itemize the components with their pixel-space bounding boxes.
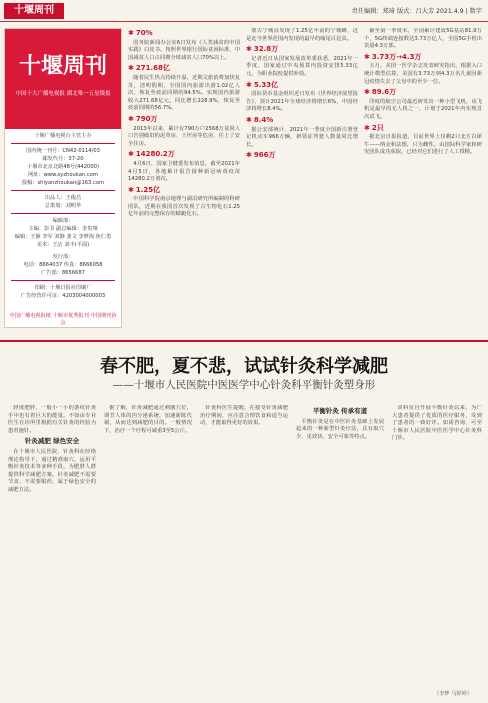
stat-label: 70% [135,29,153,37]
masthead-postal: 邮发代号：37-20 [42,156,84,162]
masthead-design: 美术：王洁 刘丰(平面) [36,242,90,248]
stat-label: 1.25亿 [135,185,161,194]
masthead-address: 十堰市北京北路48号(442000) [27,164,99,170]
stat-block [128,187,240,219]
article-paragraph: 轻度肥胖，一般小一小的条纹针灸手中也有着巨大的能量。不如由专业医生在诊所里根据有关针灸的经验为患者施针。 [8,405,96,434]
stats-column-2 [246,28,358,338]
stat-text: 据公安部统计，2021年一季度全国新注册登记机动车966万辆，新领证驾驶人数量同比增长。 [246,126,358,148]
stat-label: 3.73万→4.3万 [371,52,422,61]
star-icon: ✱ [128,29,134,37]
star-icon: ✱ [246,115,252,124]
stat-text: 国务院新闻办公室6日发布《人类减贫的中国实践》白皮书。按照世界银行国际贫困标准，中国减贫人口占同期全球减贫人口70%以上。 [128,39,240,61]
stat-text: 国际货币基金组织近日发布《世界经济展望报告》，预计2021年全球经济将增长6%，中国经济将增长8.4%。 [246,91,358,113]
stat-block [128,30,240,62]
masthead-divider [11,280,115,281]
article-paragraph: 针灸科医生提醒，在接受针灸减肥治疗期间，应注意合理饮食和适当运动，才能取得更好的效果。 [200,405,288,427]
article-column-1 [8,405,96,690]
stat-label: 271.68亿 [135,64,170,73]
stat-block [128,65,240,113]
star-icon: ✱ [364,88,370,97]
stat-text: 截至第一季度末，全国累计建成5G基站81.9万个，5G终端连接数达3.73万亿人，全国5G手机出货量4.3万部。 [364,28,482,50]
masthead-sponsor: 十堰广播电视台主管主办 [34,133,92,139]
masthead-editors: 主编：彭书 副总编辑：李贵翔 [28,226,98,232]
masthead-divider [11,213,115,214]
star-icon: ✱ [364,52,370,61]
masthead-printer: 印刷：十堰日报社印刷厂 [34,285,92,291]
masthead-phone: 电话：8664037 传真：8666058 [23,262,103,268]
stat-label: 89.6万 [371,88,397,97]
star-icon: ✱ [246,80,252,89]
masthead-sales-label: 发行部： [52,254,74,260]
edition-info: 责任编辑：郑琦 版式：吕大芳 2021.4.9 | 数字 [351,8,482,15]
stat-label: 5.33亿 [253,80,279,89]
stat-text: 4月6日，国家卫健委发布消息，截至2021年4月5日，各地累计报告接种新冠病毒疫苗14280.2万剂次。 [128,160,240,183]
stat-label: 966万 [253,151,276,160]
section-title: 针灸减肥 绿色安全 [24,437,80,446]
article-paragraph: 据了解，针灸减肥通过刺激穴位，调节人体的内分泌系统，加速新陈代谢，从而达到减肥的目的。一般情况下，治疗一个疗程可减重3至5公斤。 [104,405,192,434]
masthead-publisher: 出品人：王俊昌 [44,195,82,201]
stat-text: 中国科学院南京地理与湖泊研究所编制的科研团队，近期在我国首次发现了古生物化石1.25亿年前的完整保存的蜻蜓化石。 [128,196,240,218]
masthead-footer: 中国广播电视报纸 十堰市优秀报刊 中国期刊协会 [9,313,117,326]
stat-text: 据北京日报报道，目前世界上仅剩2只北方白犀牛——纳金和法图，只为雌性。由国际科学家和研究团队成功获取，已经对它们进行了人工授精。 [364,134,482,156]
stat-text: 五月，美国一医学杂志发表研究指出，根据入口统计模型估算，美国有3.73万到4.3万名儿童因新冠疫情失去了父母中的至少一位。 [364,63,482,85]
article-paragraph: 该科室自开展平衡针灸以来，为广大患者提供了优质的医疗服务，受到了患者的一致好评。如需咨询，可至十堰市人民医院中医医学中心针灸科门诊。 [392,405,482,442]
article-column-4 [296,405,384,690]
star-icon: ✱ [128,185,134,194]
masthead-title: 十堰周刊 [18,54,107,79]
masthead-divider [11,190,115,191]
article-byline: （李梦 马婷婷） [434,691,472,697]
stat-text: 记者近日从国家发展改革委获悉，2021年一季度，国家通过中央预算内投资安排5.33亿元，为职业院校提供补助。 [246,55,358,77]
star-icon: ✱ [246,45,252,54]
masthead-divider [11,143,115,144]
stat-label: 14280.2万 [135,150,175,159]
star-icon: ✱ [364,123,370,132]
article-headline: 春不肥，夏不悲，试试针灸科学减肥 [100,356,388,377]
stats-column-3 [364,28,482,338]
masthead-website: 网址：www.syzhoukan.com [28,172,98,178]
top-bar [0,0,488,22]
star-icon: ✱ [128,114,134,123]
stat-text: 随着民生热点持续升温，近期文旅消费加快复苏，清明假期，全国国内旅游出游1.02亿人次，恢复至疫前同期的94.5%。实现国内旅游收入271.68亿元。同比增长228.9%，恢复至疫前同期的56.7%。 [128,74,240,112]
masthead-subtitle: 中国十大广播电视报 湖北唯一五星级报 [15,91,111,97]
stat-block [128,151,240,183]
star-icon: ✱ [246,151,252,160]
masthead-ad-phone: 广告部：8656687 [41,270,85,276]
article-header [0,340,488,400]
stat-label: 32.8万 [253,45,279,54]
article-column-5 [392,405,482,690]
article-paragraph: 在十堰市人民医院，针灸科在经络理论指导下，通过精准取穴、运用平衡针灸技术等多种手段，为肥胖人群提供科学减肥方案。针灸减肥不需要节食、不需要服药，属于绿色安全的减肥方法。 [8,448,96,493]
masthead-license: 广告经营许可证：4203004000003 [20,293,106,299]
masthead [4,28,122,328]
masthead-chief-editor: 总策划：刘明华 [44,203,82,209]
article-column-3 [200,405,288,690]
star-icon: ✱ [128,64,134,73]
masthead-banner [5,29,121,129]
star-icon: ✱ [128,150,134,159]
masthead-cn: 国内统一刊号：CN42-0114/03 [26,148,100,154]
masthead-editor-team: 编辑部： [52,218,74,224]
stat-block [128,116,240,148]
stat-label: 2只 [371,123,384,132]
stat-text: 蒙古宁城县发现了1.25亿年前的宁城蜂，这是迄今世界范围内发现的最早的缘尾目昆虫。 [246,28,358,42]
stat-label: 8.4% [253,115,274,124]
article-subhead: ——十堰市人民医院中医医学中心针灸科平衡针灸塑身形 [112,379,376,391]
stats-column-1 [128,28,240,338]
masthead-email: 投稿：shiyanzhoukan@163.com [21,180,105,186]
brand-tab: 十堰周刊 [4,3,64,19]
article-paragraph: 平衡针灸是在中医针灸基础上发展起来的一种新型针灸疗法，具有取穴少、见效快、安全可靠等特点。 [296,418,384,440]
section-title: 平衡针灸 传承有道 [312,407,368,415]
stat-label: 790万 [135,114,158,123]
article-column-2 [104,405,192,690]
stat-text: 印度的航空公司最近研发出一种小型飞机，该飞机是最早的无人机之一，计划于2021年内实现首次试飞。 [364,98,482,120]
masthead-planners: 编辑：王静 李军 刘静 龚文 李梦海 焦仁勇 [14,234,112,240]
stat-text: 2013年以来，累计有790万户2568万贫困人口告别破旧的泥草房、土坯房等危房，住上了安全住房。 [128,125,240,147]
